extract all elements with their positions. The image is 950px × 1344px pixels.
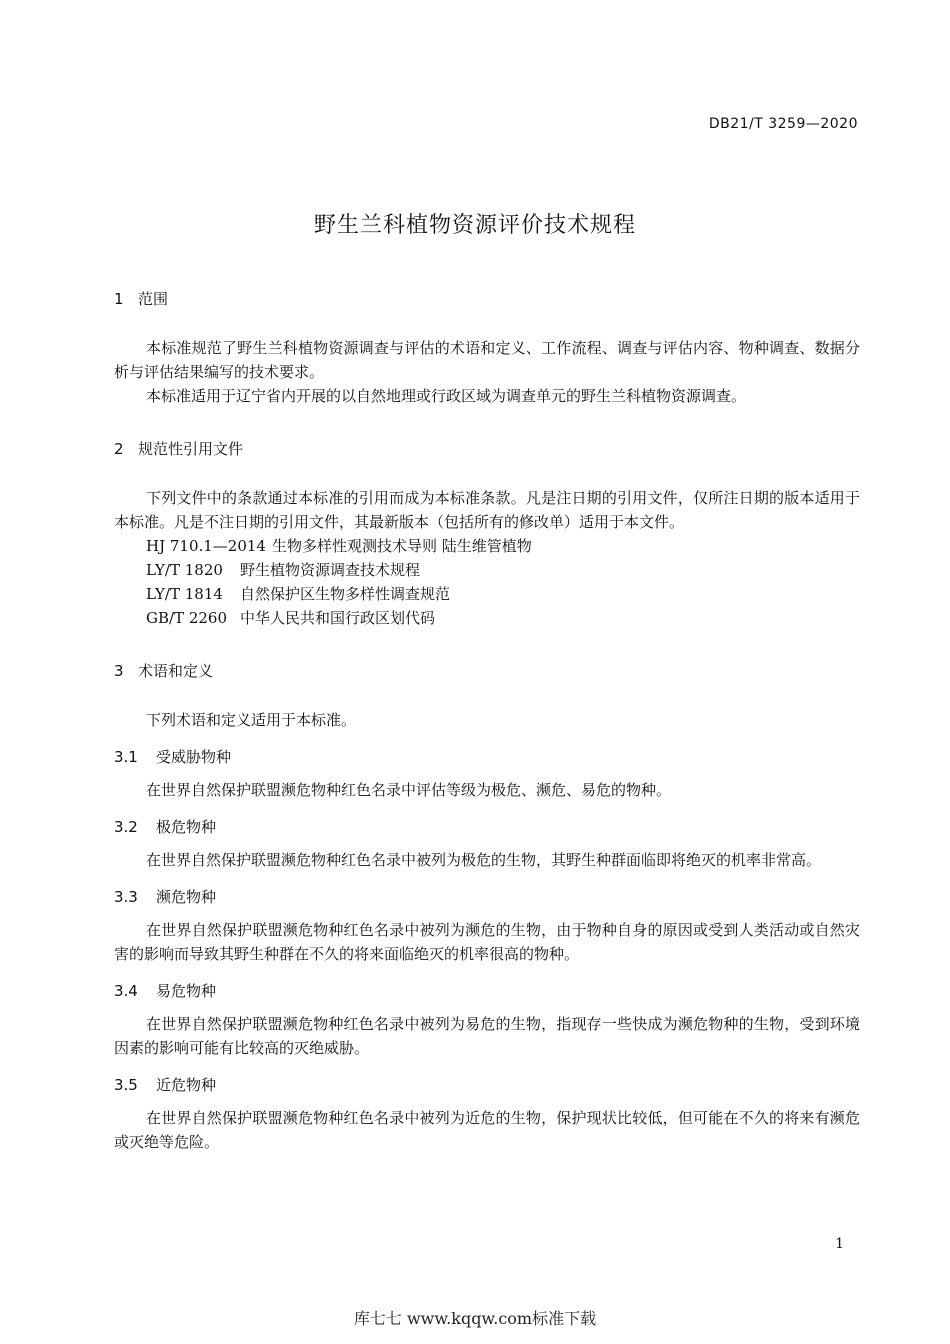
paragraph: 下列术语和定义适用于本标准。 [146,711,357,729]
reference-code: GB/T 2260 [146,609,228,627]
reference-name: 自然保护区生物多样性调查规范 [240,585,451,603]
term-title: 极危物种 [156,818,217,836]
reference-name: 野生植物资源调查技术规程 [240,561,421,579]
section-title: 范围 [138,290,169,308]
paragraph: 本标准适用于辽宁省内开展的以自然地理或行政区域为调查单元的野生兰科植物资源调查。 [146,387,747,405]
paragraph: 本标准规范了野生兰科植物资源调查与评估的术语和定义、工作流程、调查与评估内容、物种调查、数据分析与评估结果编写的技术要求。 [114,339,860,381]
term-heading [114,886,860,908]
term-heading [114,746,860,768]
paragraph: 下列文件中的条款通过本标准的引用而成为本标准条款。凡是注日期的引用文件，仅所注日期的版本适用于本标准。凡是不注日期的引用文件，其最新版本（包括所有的修改单）适用于本文件。 [114,489,860,531]
reference-item [114,534,860,558]
section-heading-scope [114,288,860,310]
term-definition: 在世界自然保护联盟濒危物种红色名录中评估等级为极危、濒危、易危的物种。 [146,781,672,799]
reference-code: LY/T 1820 [146,561,223,579]
term-heading [114,980,860,1002]
reference-item [114,606,860,630]
term-heading [114,1074,860,1096]
term-title: 近危物种 [156,1076,217,1094]
reference-code: HJ 710.1—2014 [146,537,266,555]
term-title: 受威胁物种 [156,748,232,766]
section-number: 3 [114,662,124,680]
term-definition: 在世界自然保护联盟濒危物种红色名录中被列为濒危的生物，由于物种自身的原因或受到人类活动或自然灾害的影响而导致其野生种群在不久的将来面临绝灭的机率很高的物种。 [114,921,860,963]
term-number: 3.5 [114,1076,138,1094]
term-title: 易危物种 [156,982,217,1000]
term-number: 3.3 [114,888,138,906]
reference-code: LY/T 1814 [146,585,223,603]
term-definition: 在世界自然保护联盟濒危物种红色名录中被列为极危的生物，其野生种群面临即将绝灭的机率非常高。 [146,851,822,869]
term-heading [114,816,860,838]
section-number: 1 [114,290,124,308]
term-number: 3.2 [114,818,138,836]
reference-item [114,558,860,582]
section-title: 术语和定义 [138,662,214,680]
reference-item [114,582,860,606]
term-definition: 在世界自然保护联盟濒危物种红色名录中被列为易危的生物，指现存一些快成为濒危物种的生物，受到环境因素的影响可能有比较高的灭绝威胁。 [114,1015,860,1057]
section-heading-terms-definitions [114,660,860,682]
term-number: 3.1 [114,748,138,766]
page-number: 1 [835,1236,844,1252]
term-title: 濒危物种 [156,888,217,906]
section-title: 规范性引用文件 [138,440,244,458]
standard-code: DB21/T 3259—2020 [708,116,858,132]
term-number: 3.4 [114,982,138,1000]
term-definition: 在世界自然保护联盟濒危物种红色名录中被列为近危的生物，保护现状比较低，但可能在不久的将来有濒危或灭绝等危险。 [114,1109,860,1151]
reference-name: 中华人民共和国行政区划代码 [240,609,436,627]
watermark-text: 库七七 www.kqqw.com标准下载 [353,1309,597,1328]
reference-name: 生物多样性观测技术导则 陆生维管植物 [272,537,532,555]
section-number: 2 [114,440,124,458]
document-title: 野生兰科植物资源评价技术规程 [313,213,636,238]
section-heading-normative-references [114,438,860,460]
document-body [114,288,860,1154]
